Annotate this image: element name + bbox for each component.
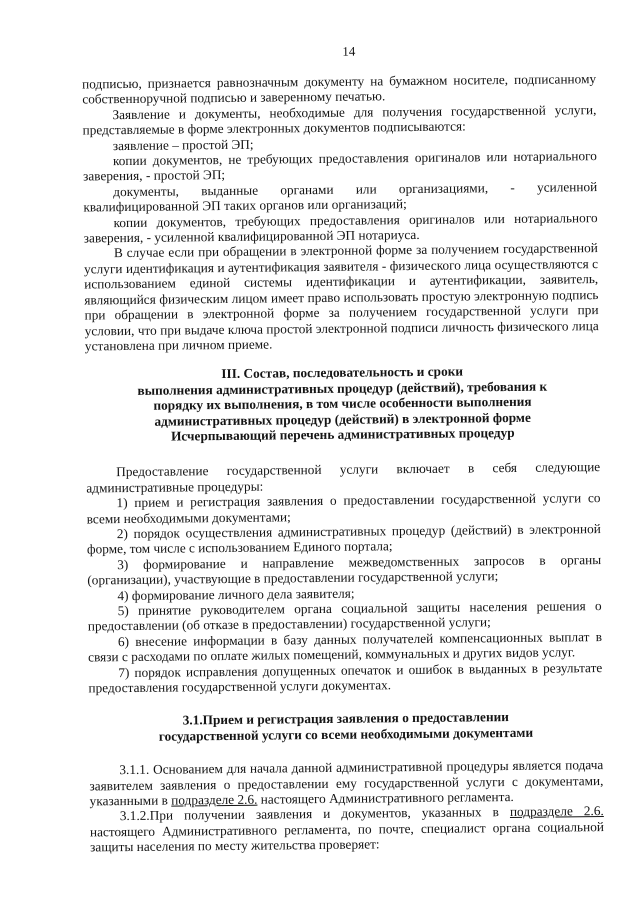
intro-list-item-2: копии документов, не требующих предоставления оригиналов или нотариального заверения, - простой ЭП; [83, 148, 597, 184]
subsection-reference-link[interactable]: подразделе 2.6. [509, 803, 604, 820]
procedure-item: 6) внесение информации в базу данных получателей компенсационных выплат в связи с расходами по оплате жилых помещений, коммунальных и других видов услуг. [88, 628, 603, 665]
procedure-item: 7) порядок исправления допущенных опечаток и ошибок в выданных в результате предоставления государственной услуги документах. [88, 659, 603, 696]
procedure-item: 4) формирование личного дела заявителя; [117, 585, 355, 603]
procedure-item: 3) формирование и направление межведомственных запросов в органы (организации), участвующие в предоставлении государственной услуги; [87, 551, 602, 588]
section-3-1-heading-line: 3.1.Прием и регистрация заявления о предоставлении [182, 709, 509, 728]
clause-3-1-2-text-end: настоящего Административного регламента, по почте, специалист органа социальной защиты населения по месту жительства проверяет: [89, 818, 605, 855]
section-3-heading [85, 362, 600, 444]
section-3-heading-line: административных процедур (действий) в электронной форме [154, 409, 531, 429]
document-body [82, 71, 604, 855]
procedure-item: 1) прием и регистрация заявления о предоставлении государственной услуги со всеми необходимыми документами; [86, 490, 601, 527]
intro-paragraph-1: подписью, признается равнозначным документу на бумажном носителе, подписанному собственноручной подписью и заверенному печатью. [82, 71, 597, 107]
clause-3-1-1-text: 3.1.1. Основанием для начала данной административной процедуры является подача заявителем заявления о предоставлении ему государственной услуги с документами, указанными в [89, 757, 604, 809]
section-3-1-heading [89, 708, 603, 744]
intro-paragraph-2: Заявление и документы, необходимые для получения государственной услуги, представляемые в форме электронных документов подписываются: [82, 101, 597, 138]
intro-list-item-3: документы, выданные органами или организациями, - усиленной квалифицированной ЭП таких органов или организаций; [83, 178, 598, 215]
section-3-lead: Предоставление государственной услуги включает в себя следующие административные процедуры: [86, 459, 601, 496]
clause-3-1-1 [89, 757, 603, 809]
section-3-heading-line: порядку их выполнения, в том числе особенности выполнения [153, 393, 532, 413]
clause-3-1-1-text-end: настоящего Административного регламента. [257, 789, 514, 807]
page-number: 14 [342, 43, 356, 59]
procedure-item: 2) порядок осуществления административных процедур (действий) в электронной форме, том числе с использованием Единого портала; [86, 521, 601, 557]
section-3-heading-line: III. Состав, последовательность и сроки [221, 363, 464, 382]
subsection-reference-link[interactable]: подразделе 2.6. [171, 791, 258, 808]
section-3-1-heading-line: государственной услуги со всеми необходимыми документами [158, 724, 534, 744]
section-3-heading-line: выполнения административных процедур (действий), требования к [137, 378, 548, 398]
section-3-heading-line: Исчерпывающий перечень административных процедур [170, 424, 515, 444]
clause-3-1-2-text: 3.1.2.При получении заявления и документов, указанных в [119, 804, 510, 824]
intro-paragraph-3: В случае если при обращении в электронной форме за получением государственной услуги идентификация и аутентификация заявителя - физического лица осуществляются с использованием единой системы идентификации и аутентификации, заявитель, являющийся физическим лицом имеет право использовать простую электронную подпись при обращении в электронной форме за получением государственной услуги при условии, что при выдаче ключа простой электронной подписи личность физического лица установлена при личном приеме. [83, 240, 599, 354]
intro-list-item-1: заявление – простой ЭП; [112, 136, 254, 153]
intro-list-item-4: копии документов, требующих предоставления оригиналов или нотариального заверения, - усиленной квалифицированной ЭП нотариуса. [83, 209, 598, 246]
procedure-item: 5) принятие руководителем органа социальной защиты населения решения о предоставлении (об отказе в предоставлении) государственной услуги; [87, 598, 602, 634]
clause-3-1-2 [90, 804, 604, 856]
